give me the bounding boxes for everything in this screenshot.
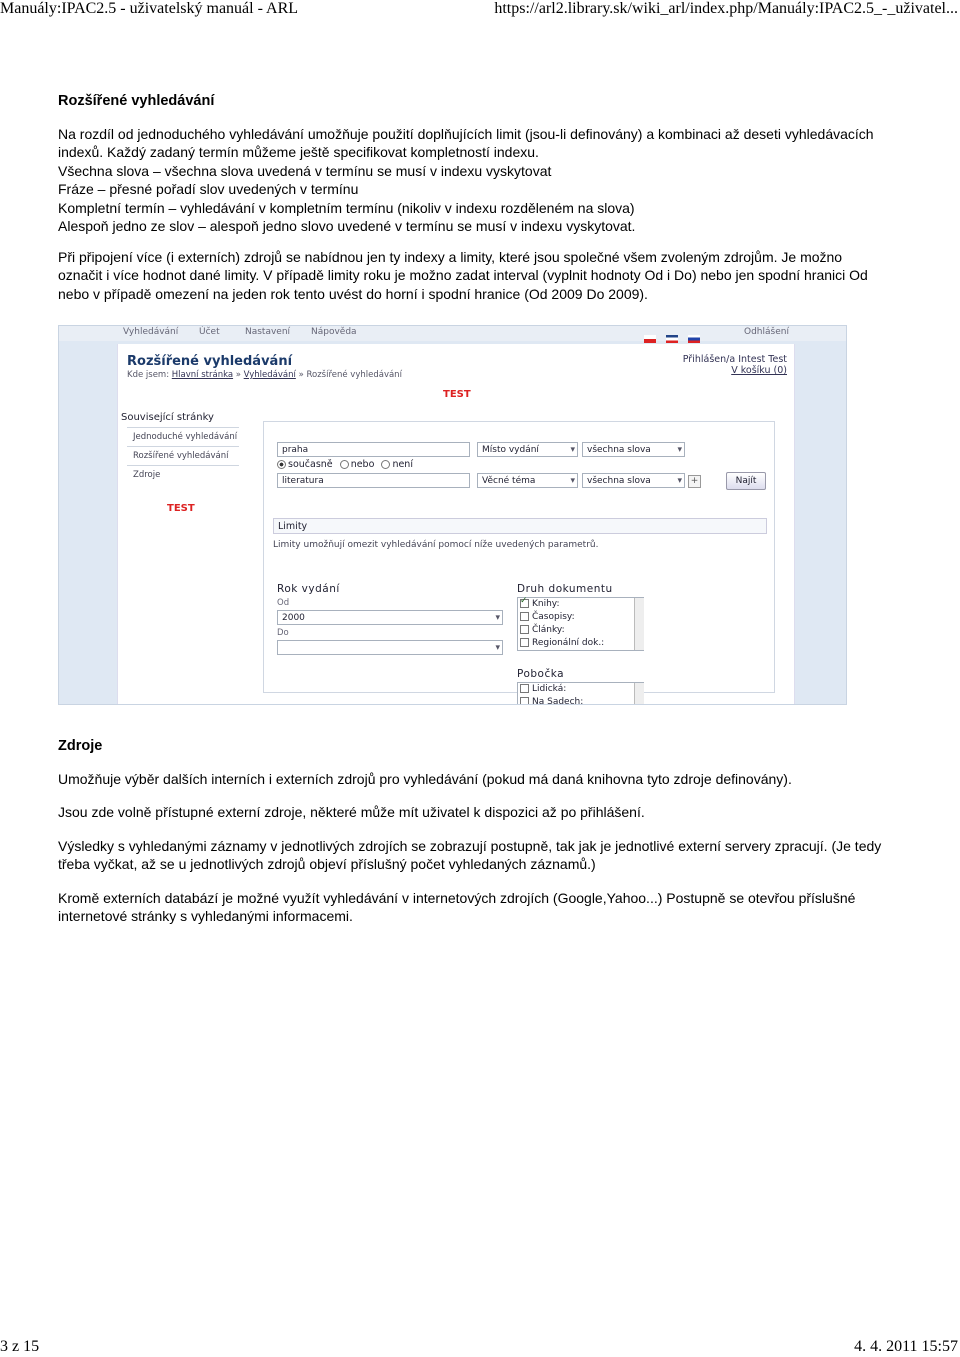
list-item: Kompletní termín – vyhledávání v kompletním termínu (nikoliv v indexu rozděleném na slova) <box>58 199 635 216</box>
login-info <box>677 354 787 376</box>
checkbox[interactable] <box>520 638 529 647</box>
print-footer-page: 3 z 15 <box>0 1338 40 1355</box>
checkbox[interactable] <box>520 612 529 621</box>
doctype-title: Druh dokumentu <box>517 583 613 595</box>
checkbox[interactable] <box>520 599 529 608</box>
doctype-scrollbar[interactable] <box>634 598 644 650</box>
print-header-title: Manuály:IPAC2.5 - uživatelský manuál - ARL <box>0 0 299 17</box>
limits-paragraph: Při připojení více (i externích) zdrojů se nabídnou jen ty indexy a limity, které jsou společné všem zvoleným zdrojům. Je možno označit i více hodnot dané limity. V případě limity roku je možno zadat interval (vyplnit hodnoty Od i Do) nebo jen spodní hranici Od nebo v případě omezení na jeden rok tento uvést do horní i spodní hranice (Od 2009 Do 2009). <box>58 248 868 302</box>
intro-paragraph: Na rozdíl od jednoduchého vyhledávání umožňuje použití doplňujících limit (jsou-li definovány) a kombinaci až deseti vyhledávacích indexů. Každý zadaný termín můžeme ještě specifikovat kompletností indexu. <box>58 125 874 160</box>
test-label-sidebar: TEST <box>167 503 195 514</box>
search-term-1[interactable]: praha <box>277 442 470 457</box>
related-pages-title: Související stránky <box>121 412 214 423</box>
breadcrumb-search[interactable]: Vyhledávání <box>243 370 296 380</box>
checkbox[interactable] <box>520 625 529 634</box>
to-label: Do <box>277 628 289 638</box>
divider <box>127 446 239 447</box>
sources-paragraph-2: Jsou zde volně přístupné externí zdroje, některé může mít uživatel k dispozici až po přihlášení. <box>58 804 645 820</box>
index-select-1[interactable]: Místo vydání ▾ <box>477 442 578 457</box>
year-to-input[interactable] <box>277 640 503 655</box>
limits-description: Limity umožňují omezit vyhledávání pomocí níže uvedených parametrů. <box>273 540 599 550</box>
login-text: Přihlášen/a Intest Test <box>682 354 787 365</box>
top-navigation <box>59 326 846 341</box>
limits-header[interactable]: Limity <box>273 518 767 534</box>
breadcrumb-current: » Rozšířené vyhledávání <box>298 370 402 380</box>
flag-en-icon[interactable] <box>666 335 678 343</box>
print-header-url: https://arl2.library.sk/wiki_arl/index.php/Manuály:IPAC2.5_-_uživatel... <box>494 0 958 17</box>
branch-list <box>517 682 644 705</box>
advanced-search-screenshot <box>58 325 847 705</box>
list-item: Fráze – přesné pořadí slov uvedených v termínu <box>58 181 359 197</box>
branch-item[interactable] <box>518 683 643 696</box>
from-label: Od <box>277 598 290 608</box>
branch-label: Na Sadech: <box>532 697 584 705</box>
year-title: Rok vydání <box>277 583 340 595</box>
doctype-label: Články: <box>532 625 565 635</box>
doctype-label: Knihy: <box>532 599 560 609</box>
checkbox[interactable] <box>520 697 529 705</box>
sources-paragraph-1: Umožňuje výběr dalších interních i externích zdrojů pro vyhledávání (pokud má daná knihovna tyto zdroje definovány). <box>58 770 792 787</box>
list-item: Alespoň jedno ze slov – alespoň jedno slovo uvedené v termínu se musí v indexu vyskytovat. <box>58 218 636 234</box>
doctype-label: Regionální dok.: <box>532 638 605 648</box>
related-sources[interactable]: Zdroje <box>133 470 161 480</box>
mode-select-1[interactable]: všechna slova ▾ <box>582 442 685 457</box>
nav-settings[interactable]: Nastavení <box>245 327 291 337</box>
sources-paragraph-3: Výsledky s vyhledanými záznamy v jednotlivých zdrojích se zobrazují postupně, tak jak je jednotlivé externí servery zpracují. (Je tedy třeba vyčkat, až se u jednotlivých zdrojů objeví příslušný počet vyhledaných záznamů.) <box>58 837 882 872</box>
section-title: Zdroje <box>58 738 103 754</box>
mode-select-2[interactable]: všechna slova ▾ <box>582 473 685 488</box>
breadcrumb: Kde jsem: Hlavní stránka » Vyhledávání » Rozšířené vyhledávání <box>127 370 402 380</box>
operator-radios <box>277 459 413 470</box>
radio-or[interactable] <box>340 460 349 469</box>
breadcrumb-prefix: Kde jsem: <box>127 370 172 380</box>
search-button[interactable]: Najít <box>726 472 766 490</box>
checkbox[interactable] <box>520 684 529 693</box>
divider <box>127 427 239 428</box>
sources-paragraph-4: Kromě externích databází je možné využít vyhledávání v internetových zdrojích (Google,Yahoo...) Postupně se otevřou příslušné internetové stránky s vyhledanými informacemi. <box>58 889 856 924</box>
page-title: Rozšířené vyhledávání <box>127 354 293 369</box>
list-item: Všechna slova – všechna slova uvedená v termínu se musí v indexu vyskytovat <box>58 162 552 179</box>
radio-and[interactable] <box>277 460 286 469</box>
year-from-input[interactable]: 2000 ▾ <box>277 610 503 625</box>
flag-sk-icon[interactable] <box>688 335 700 343</box>
doctype-item[interactable] <box>518 611 643 624</box>
doctype-list <box>517 597 644 651</box>
branch-scrollbar[interactable] <box>634 683 644 705</box>
radio-or-label: nebo <box>350 459 375 470</box>
search-term-2[interactable]: literatura <box>277 473 470 488</box>
flag-cz-icon[interactable] <box>644 335 656 343</box>
nav-search[interactable]: Vyhledávání <box>123 327 179 337</box>
radio-and-label: současně <box>288 459 333 470</box>
index-select-2[interactable]: Věcné téma ▾ <box>477 473 578 488</box>
nav-help[interactable]: Nápověda <box>311 327 357 337</box>
section-sources <box>58 737 888 926</box>
print-footer-date: 4. 4. 2011 15:57 <box>854 1338 958 1355</box>
branch-label: Lidická: <box>532 684 567 694</box>
related-simple-search[interactable]: Jednoduché vyhledávání <box>133 432 238 442</box>
logout-link[interactable]: Odhlášení <box>744 327 789 337</box>
doctype-item[interactable] <box>518 598 643 611</box>
related-advanced-search[interactable]: Rozšířené vyhledávání <box>133 451 229 461</box>
branch-title: Pobočka <box>517 668 565 680</box>
radio-not-label: není <box>392 459 413 470</box>
doctype-label: Časopisy: <box>532 612 575 622</box>
completeness-list <box>58 162 888 236</box>
add-row-icon[interactable]: + <box>688 475 701 488</box>
doctype-item[interactable] <box>518 637 643 650</box>
branch-item[interactable] <box>518 696 643 705</box>
section-advanced-search <box>58 92 888 303</box>
basket-link[interactable]: V košíku (0) <box>731 365 787 376</box>
section-title: Rozšířené vyhledávání <box>58 93 215 109</box>
nav-account[interactable]: Účet <box>199 327 220 337</box>
test-label: TEST <box>443 389 471 400</box>
breadcrumb-home[interactable]: Hlavní stránka <box>171 370 234 380</box>
doctype-item[interactable] <box>518 624 643 637</box>
radio-not[interactable] <box>381 460 390 469</box>
divider <box>127 465 239 466</box>
